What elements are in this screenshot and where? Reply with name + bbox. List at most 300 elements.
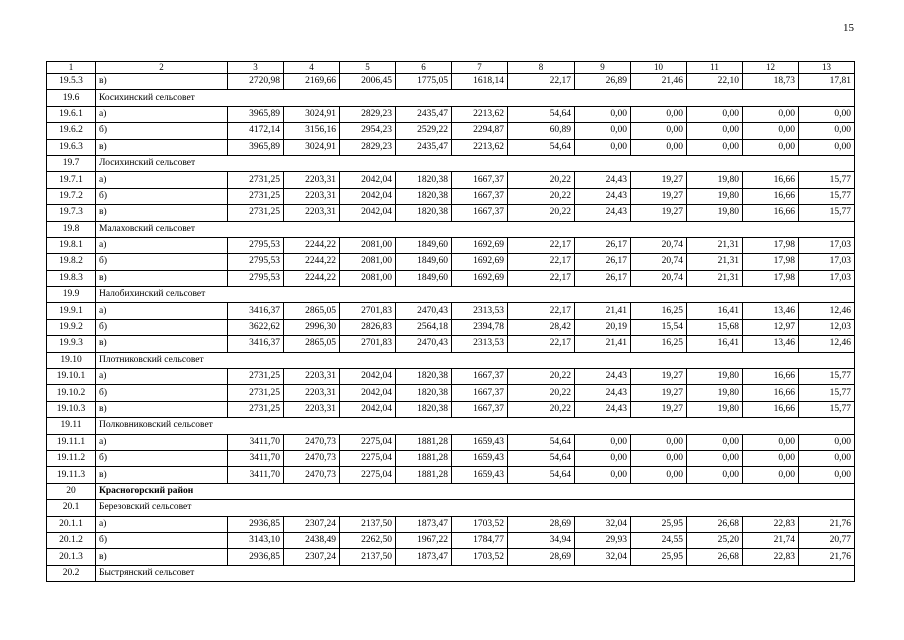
value-cell-col-6: 1820,38 <box>396 401 452 417</box>
table-row <box>47 450 855 466</box>
row-code: 19.7.3 <box>47 205 96 221</box>
value-cell-col-13: 20,77 <box>799 532 855 548</box>
value-cell-col-6: 2470,43 <box>396 303 452 319</box>
value-cell-col-7: 1667,37 <box>452 369 508 385</box>
value-cell-col-10: 21,46 <box>631 74 687 90</box>
value-cell-col-10: 16,25 <box>631 336 687 352</box>
value-cell-col-9: 24,43 <box>575 188 631 204</box>
column-header-6: 6 <box>396 62 452 74</box>
value-cell-col-11: 0,00 <box>687 123 743 139</box>
value-cell-col-3: 3411,70 <box>228 467 284 483</box>
value-cell-col-9: 0,00 <box>575 139 631 155</box>
value-cell-col-6: 1849,60 <box>396 254 452 270</box>
value-cell-col-9: 0,00 <box>575 467 631 483</box>
value-cell-col-4: 3024,91 <box>284 106 340 122</box>
value-cell-col-6: 1881,28 <box>396 434 452 450</box>
value-cell-col-5: 2006,45 <box>340 74 396 90</box>
value-cell-col-10: 19,27 <box>631 188 687 204</box>
value-cell-col-10: 25,95 <box>631 516 687 532</box>
value-cell-col-12: 0,00 <box>743 123 799 139</box>
table-row <box>47 532 855 548</box>
table-row <box>47 434 855 450</box>
value-cell-col-3: 3416,37 <box>228 303 284 319</box>
row-label: а) <box>96 516 228 532</box>
value-cell-col-8: 54,64 <box>508 450 575 466</box>
value-cell-col-6: 1967,22 <box>396 532 452 548</box>
value-cell-col-9: 32,04 <box>575 516 631 532</box>
value-cell-col-10: 19,27 <box>631 172 687 188</box>
value-cell-col-7: 1667,37 <box>452 172 508 188</box>
row-code: 19.5.3 <box>47 74 96 90</box>
value-cell-col-7: 1667,37 <box>452 188 508 204</box>
value-cell-col-10: 20,74 <box>631 254 687 270</box>
row-label: б) <box>96 319 228 335</box>
value-cell-col-13: 17,81 <box>799 74 855 90</box>
table-row <box>47 237 855 253</box>
group-title: Косихинский сельсовет <box>96 90 855 106</box>
value-cell-col-3: 3143,10 <box>228 532 284 548</box>
value-cell-col-10: 16,25 <box>631 303 687 319</box>
row-code: 19.9 <box>47 287 96 303</box>
value-cell-col-7: 1667,37 <box>452 385 508 401</box>
value-cell-col-8: 54,64 <box>508 467 575 483</box>
value-cell-col-8: 22,17 <box>508 254 575 270</box>
value-cell-col-6: 2470,43 <box>396 336 452 352</box>
value-cell-col-9: 29,93 <box>575 532 631 548</box>
value-cell-col-12: 16,66 <box>743 205 799 221</box>
value-cell-col-10: 19,27 <box>631 385 687 401</box>
value-cell-col-10: 0,00 <box>631 123 687 139</box>
group-row <box>47 155 855 171</box>
table-row <box>47 188 855 204</box>
table-row <box>47 123 855 139</box>
value-cell-col-3: 2720,98 <box>228 74 284 90</box>
value-cell-col-5: 2262,50 <box>340 532 396 548</box>
value-cell-col-6: 1849,60 <box>396 237 452 253</box>
row-code: 19.8.3 <box>47 270 96 286</box>
value-cell-col-12: 16,66 <box>743 188 799 204</box>
value-cell-col-4: 2203,31 <box>284 172 340 188</box>
column-header-8: 8 <box>508 62 575 74</box>
value-cell-col-8: 60,89 <box>508 123 575 139</box>
row-code: 19.11.2 <box>47 450 96 466</box>
value-cell-col-9: 24,43 <box>575 172 631 188</box>
row-label: б) <box>96 188 228 204</box>
value-cell-col-13: 17,03 <box>799 270 855 286</box>
value-cell-col-13: 15,77 <box>799 188 855 204</box>
value-cell-col-3: 2936,85 <box>228 549 284 565</box>
value-cell-col-12: 0,00 <box>743 450 799 466</box>
value-cell-col-8: 22,17 <box>508 74 575 90</box>
value-cell-col-11: 19,80 <box>687 188 743 204</box>
value-cell-col-5: 2137,50 <box>340 516 396 532</box>
value-cell-col-7: 2313,53 <box>452 336 508 352</box>
value-cell-col-12: 16,66 <box>743 385 799 401</box>
value-cell-col-9: 24,43 <box>575 401 631 417</box>
table-row <box>47 205 855 221</box>
value-cell-col-10: 19,27 <box>631 369 687 385</box>
value-cell-col-9: 20,19 <box>575 319 631 335</box>
group-row <box>47 352 855 368</box>
row-code: 19.11.1 <box>47 434 96 450</box>
value-cell-col-10: 19,27 <box>631 401 687 417</box>
value-cell-col-11: 22,10 <box>687 74 743 90</box>
value-cell-col-13: 15,77 <box>799 369 855 385</box>
table-row <box>47 106 855 122</box>
value-cell-col-6: 1820,38 <box>396 385 452 401</box>
value-cell-col-4: 2203,31 <box>284 401 340 417</box>
row-code: 20.1 <box>47 500 96 516</box>
value-cell-col-3: 2731,25 <box>228 172 284 188</box>
group-title: Полковниковский сельсовет <box>96 418 855 434</box>
value-cell-col-7: 1667,37 <box>452 401 508 417</box>
row-label: в) <box>96 336 228 352</box>
value-cell-col-5: 2826,83 <box>340 319 396 335</box>
value-cell-col-8: 22,17 <box>508 237 575 253</box>
value-cell-col-5: 2081,00 <box>340 237 396 253</box>
value-cell-col-13: 0,00 <box>799 450 855 466</box>
group-row <box>47 418 855 434</box>
value-cell-col-7: 1659,43 <box>452 450 508 466</box>
value-cell-col-5: 2042,04 <box>340 401 396 417</box>
row-code: 19.6.3 <box>47 139 96 155</box>
value-cell-col-12: 17,98 <box>743 270 799 286</box>
value-cell-col-7: 1692,69 <box>452 237 508 253</box>
value-cell-col-11: 0,00 <box>687 139 743 155</box>
value-cell-col-6: 1873,47 <box>396 516 452 532</box>
value-cell-col-8: 20,22 <box>508 369 575 385</box>
group-row <box>47 500 855 516</box>
value-cell-col-7: 1659,43 <box>452 434 508 450</box>
value-cell-col-3: 3965,89 <box>228 106 284 122</box>
value-cell-col-11: 21,31 <box>687 237 743 253</box>
value-cell-col-3: 2795,53 <box>228 237 284 253</box>
column-header-9: 9 <box>575 62 631 74</box>
value-cell-col-11: 21,31 <box>687 270 743 286</box>
value-cell-col-4: 2203,31 <box>284 188 340 204</box>
value-cell-col-6: 1820,38 <box>396 188 452 204</box>
value-cell-col-6: 2435,47 <box>396 106 452 122</box>
value-cell-col-8: 22,17 <box>508 270 575 286</box>
row-code: 19.6 <box>47 90 96 106</box>
row-code: 19.8.2 <box>47 254 96 270</box>
value-cell-col-8: 20,22 <box>508 205 575 221</box>
value-cell-col-11: 19,80 <box>687 401 743 417</box>
row-label: в) <box>96 139 228 155</box>
value-cell-col-12: 13,46 <box>743 336 799 352</box>
row-code: 19.9.3 <box>47 336 96 352</box>
value-cell-col-4: 2169,66 <box>284 74 340 90</box>
table-row <box>47 139 855 155</box>
row-code: 20.2 <box>47 565 96 581</box>
value-cell-col-6: 1775,05 <box>396 74 452 90</box>
value-cell-col-13: 15,77 <box>799 205 855 221</box>
value-cell-col-8: 54,64 <box>508 139 575 155</box>
row-label: в) <box>96 270 228 286</box>
value-cell-col-13: 0,00 <box>799 139 855 155</box>
value-cell-col-6: 1881,28 <box>396 467 452 483</box>
value-cell-col-3: 2731,25 <box>228 369 284 385</box>
value-cell-col-9: 0,00 <box>575 106 631 122</box>
group-title: Быстрянский сельсовет <box>96 565 855 581</box>
value-cell-col-5: 2275,04 <box>340 450 396 466</box>
value-cell-col-12: 22,83 <box>743 516 799 532</box>
value-cell-col-7: 1667,37 <box>452 205 508 221</box>
value-cell-col-3: 2731,25 <box>228 205 284 221</box>
row-label: а) <box>96 237 228 253</box>
group-row <box>47 90 855 106</box>
value-cell-col-6: 2564,18 <box>396 319 452 335</box>
value-cell-col-4: 2203,31 <box>284 385 340 401</box>
row-label: б) <box>96 450 228 466</box>
value-cell-col-13: 17,03 <box>799 237 855 253</box>
value-cell-col-13: 21,76 <box>799 516 855 532</box>
column-header-4: 4 <box>284 62 340 74</box>
value-cell-col-9: 21,41 <box>575 336 631 352</box>
value-cell-col-5: 2042,04 <box>340 205 396 221</box>
value-cell-col-12: 17,98 <box>743 237 799 253</box>
value-cell-col-9: 26,89 <box>575 74 631 90</box>
value-cell-col-5: 2042,04 <box>340 369 396 385</box>
row-code: 19.10.2 <box>47 385 96 401</box>
row-code: 19.10.3 <box>47 401 96 417</box>
group-row <box>47 287 855 303</box>
table-row <box>47 369 855 385</box>
tariff-table <box>46 61 855 582</box>
value-cell-col-12: 21,74 <box>743 532 799 548</box>
value-cell-col-8: 22,17 <box>508 336 575 352</box>
table-row <box>47 516 855 532</box>
value-cell-col-8: 28,69 <box>508 516 575 532</box>
column-header-1: 1 <box>47 62 96 74</box>
value-cell-col-7: 1659,43 <box>452 467 508 483</box>
table-row <box>47 319 855 335</box>
value-cell-col-7: 1692,69 <box>452 254 508 270</box>
row-label: в) <box>96 401 228 417</box>
value-cell-col-12: 12,97 <box>743 319 799 335</box>
value-cell-col-4: 2203,31 <box>284 369 340 385</box>
value-cell-col-8: 20,22 <box>508 188 575 204</box>
value-cell-col-3: 2731,25 <box>228 188 284 204</box>
value-cell-col-4: 2470,73 <box>284 467 340 483</box>
value-cell-col-5: 2275,04 <box>340 467 396 483</box>
value-cell-col-12: 0,00 <box>743 467 799 483</box>
row-code: 19.7.1 <box>47 172 96 188</box>
value-cell-col-12: 17,98 <box>743 254 799 270</box>
group-title: Малаховский сельсовет <box>96 221 855 237</box>
value-cell-col-10: 0,00 <box>631 106 687 122</box>
value-cell-col-5: 2081,00 <box>340 254 396 270</box>
value-cell-col-5: 2275,04 <box>340 434 396 450</box>
value-cell-col-11: 16,41 <box>687 336 743 352</box>
value-cell-col-12: 16,66 <box>743 401 799 417</box>
value-cell-col-4: 2865,05 <box>284 336 340 352</box>
value-cell-col-4: 2244,22 <box>284 254 340 270</box>
value-cell-col-7: 1692,69 <box>452 270 508 286</box>
row-label: б) <box>96 123 228 139</box>
group-row <box>47 565 855 581</box>
value-cell-col-12: 22,83 <box>743 549 799 565</box>
value-cell-col-9: 24,43 <box>575 385 631 401</box>
value-cell-col-8: 54,64 <box>508 106 575 122</box>
value-cell-col-9: 0,00 <box>575 434 631 450</box>
group-title: Березовский сельсовет <box>96 500 855 516</box>
page-number: 15 <box>843 22 854 34</box>
value-cell-col-13: 0,00 <box>799 467 855 483</box>
value-cell-col-13: 15,77 <box>799 172 855 188</box>
value-cell-col-5: 2042,04 <box>340 188 396 204</box>
value-cell-col-8: 28,42 <box>508 319 575 335</box>
value-cell-col-5: 2829,23 <box>340 139 396 155</box>
value-cell-col-11: 26,68 <box>687 516 743 532</box>
row-code: 19.7 <box>47 155 96 171</box>
value-cell-col-13: 12,46 <box>799 336 855 352</box>
value-cell-col-3: 3965,89 <box>228 139 284 155</box>
value-cell-col-4: 2307,24 <box>284 549 340 565</box>
value-cell-col-8: 28,69 <box>508 549 575 565</box>
table-row <box>47 401 855 417</box>
value-cell-col-6: 2529,22 <box>396 123 452 139</box>
value-cell-col-9: 26,17 <box>575 270 631 286</box>
row-label: в) <box>96 74 228 90</box>
row-code: 19.11 <box>47 418 96 434</box>
row-code: 19.10 <box>47 352 96 368</box>
value-cell-col-6: 1820,38 <box>396 205 452 221</box>
value-cell-col-10: 0,00 <box>631 467 687 483</box>
table-row <box>47 172 855 188</box>
value-cell-col-4: 2244,22 <box>284 270 340 286</box>
value-cell-col-12: 0,00 <box>743 139 799 155</box>
value-cell-col-12: 16,66 <box>743 369 799 385</box>
row-code: 20.1.3 <box>47 549 96 565</box>
value-cell-col-13: 15,77 <box>799 385 855 401</box>
row-label: а) <box>96 303 228 319</box>
row-label: б) <box>96 532 228 548</box>
group-row <box>47 221 855 237</box>
value-cell-col-12: 13,46 <box>743 303 799 319</box>
value-cell-col-9: 0,00 <box>575 450 631 466</box>
value-cell-col-10: 0,00 <box>631 450 687 466</box>
value-cell-col-10: 20,74 <box>631 237 687 253</box>
column-header-3: 3 <box>228 62 284 74</box>
value-cell-col-7: 1784,77 <box>452 532 508 548</box>
value-cell-col-5: 2701,83 <box>340 303 396 319</box>
row-code: 19.7.2 <box>47 188 96 204</box>
value-cell-col-3: 3411,70 <box>228 450 284 466</box>
value-cell-col-9: 32,04 <box>575 549 631 565</box>
value-cell-col-13: 15,77 <box>799 401 855 417</box>
value-cell-col-3: 2731,25 <box>228 401 284 417</box>
value-cell-col-6: 2435,47 <box>396 139 452 155</box>
row-code: 19.9.1 <box>47 303 96 319</box>
value-cell-col-12: 16,66 <box>743 172 799 188</box>
value-cell-col-10: 0,00 <box>631 434 687 450</box>
value-cell-col-5: 2042,04 <box>340 385 396 401</box>
value-cell-col-11: 19,80 <box>687 385 743 401</box>
column-header-10: 10 <box>631 62 687 74</box>
value-cell-col-10: 25,95 <box>631 549 687 565</box>
value-cell-col-11: 0,00 <box>687 450 743 466</box>
value-cell-col-8: 20,22 <box>508 401 575 417</box>
value-cell-col-11: 16,41 <box>687 303 743 319</box>
row-label: в) <box>96 549 228 565</box>
value-cell-col-4: 3024,91 <box>284 139 340 155</box>
value-cell-col-3: 2795,53 <box>228 254 284 270</box>
value-cell-col-3: 2795,53 <box>228 270 284 286</box>
table-row <box>47 467 855 483</box>
value-cell-col-13: 0,00 <box>799 434 855 450</box>
row-label: в) <box>96 467 228 483</box>
row-code: 20.1.1 <box>47 516 96 532</box>
value-cell-col-4: 2996,30 <box>284 319 340 335</box>
column-header-11: 11 <box>687 62 743 74</box>
value-cell-col-11: 19,80 <box>687 172 743 188</box>
row-code: 19.6.1 <box>47 106 96 122</box>
row-code: 19.8.1 <box>47 237 96 253</box>
value-cell-col-11: 19,80 <box>687 205 743 221</box>
group-title: Плотниковский сельсовет <box>96 352 855 368</box>
value-cell-col-13: 12,03 <box>799 319 855 335</box>
value-cell-col-8: 22,17 <box>508 303 575 319</box>
value-cell-col-3: 4172,14 <box>228 123 284 139</box>
row-label: а) <box>96 106 228 122</box>
value-cell-col-3: 3416,37 <box>228 336 284 352</box>
value-cell-col-12: 18,73 <box>743 74 799 90</box>
value-cell-col-4: 2438,49 <box>284 532 340 548</box>
value-cell-col-5: 2042,04 <box>340 172 396 188</box>
row-code: 19.8 <box>47 221 96 237</box>
value-cell-col-4: 2470,73 <box>284 450 340 466</box>
column-header-2: 2 <box>96 62 228 74</box>
value-cell-col-7: 1703,52 <box>452 516 508 532</box>
value-cell-col-11: 0,00 <box>687 434 743 450</box>
value-cell-col-9: 24,43 <box>575 369 631 385</box>
value-cell-col-5: 2954,23 <box>340 123 396 139</box>
value-cell-col-7: 2294,87 <box>452 123 508 139</box>
table-row <box>47 74 855 90</box>
value-cell-col-7: 1703,52 <box>452 549 508 565</box>
value-cell-col-7: 2313,53 <box>452 303 508 319</box>
table-row <box>47 254 855 270</box>
value-cell-col-6: 1849,60 <box>396 270 452 286</box>
value-cell-col-11: 0,00 <box>687 106 743 122</box>
value-cell-col-10: 19,27 <box>631 205 687 221</box>
row-label: б) <box>96 385 228 401</box>
value-cell-col-5: 2137,50 <box>340 549 396 565</box>
value-cell-col-9: 0,00 <box>575 123 631 139</box>
value-cell-col-9: 26,17 <box>575 254 631 270</box>
value-cell-col-3: 2936,85 <box>228 516 284 532</box>
value-cell-col-6: 1873,47 <box>396 549 452 565</box>
row-label: в) <box>96 205 228 221</box>
row-code: 19.6.2 <box>47 123 96 139</box>
value-cell-col-4: 3156,16 <box>284 123 340 139</box>
value-cell-col-13: 17,03 <box>799 254 855 270</box>
value-cell-col-12: 0,00 <box>743 434 799 450</box>
row-code: 19.11.3 <box>47 467 96 483</box>
value-cell-col-11: 19,80 <box>687 369 743 385</box>
value-cell-col-4: 2470,73 <box>284 434 340 450</box>
value-cell-col-6: 1820,38 <box>396 172 452 188</box>
value-cell-col-11: 25,20 <box>687 532 743 548</box>
column-header-13: 13 <box>799 62 855 74</box>
column-header-7: 7 <box>452 62 508 74</box>
value-cell-col-3: 3411,70 <box>228 434 284 450</box>
table-row <box>47 549 855 565</box>
row-label: а) <box>96 172 228 188</box>
value-cell-col-9: 26,17 <box>575 237 631 253</box>
value-cell-col-8: 54,64 <box>508 434 575 450</box>
